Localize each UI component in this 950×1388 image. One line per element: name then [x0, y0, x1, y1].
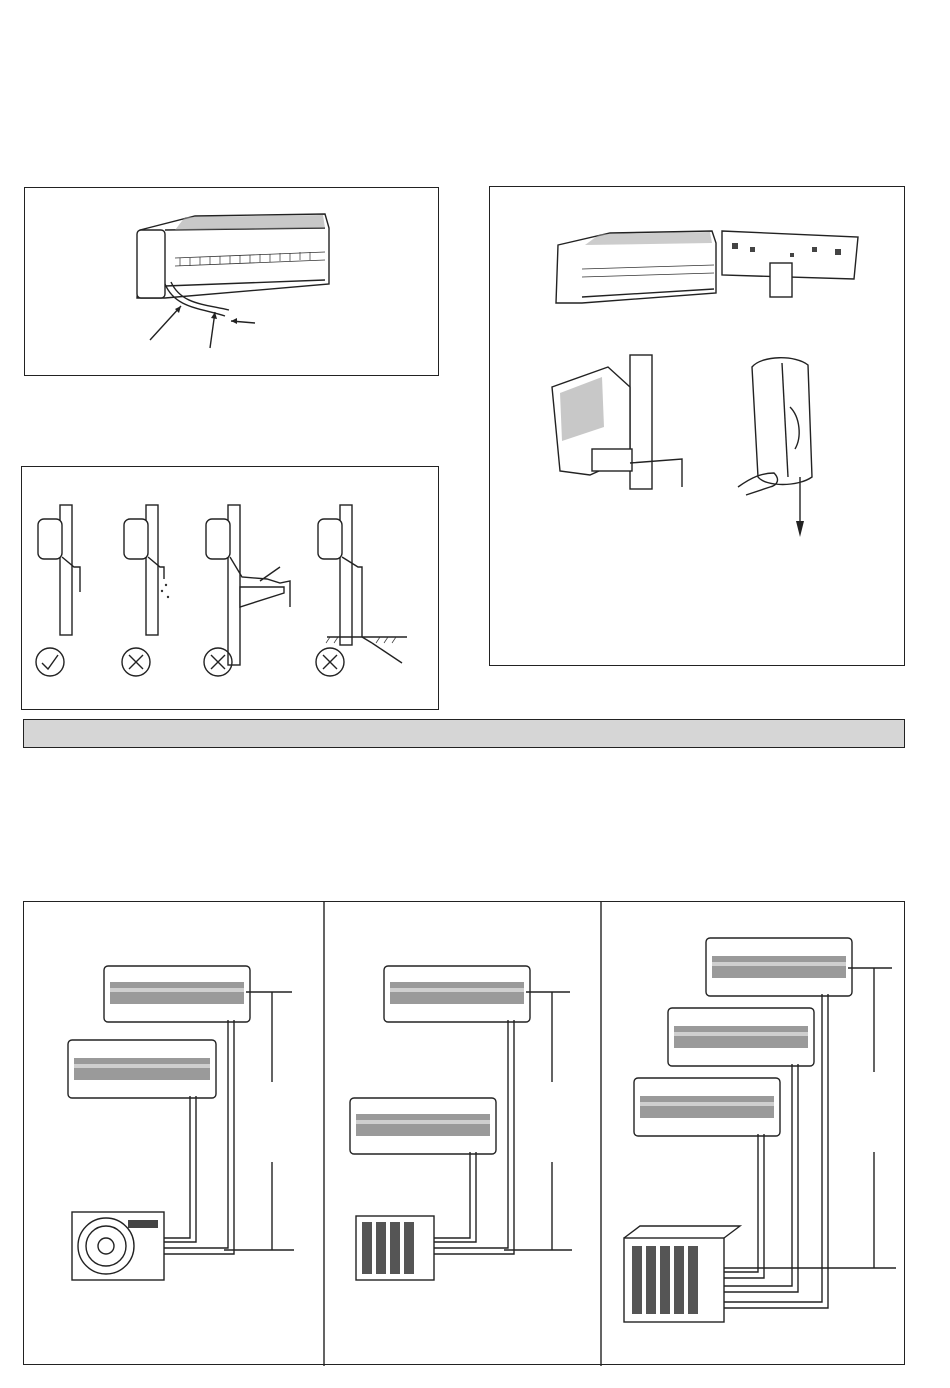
- mounting-steps-illustration: [490, 187, 906, 667]
- panel-1: [68, 966, 294, 1280]
- drain-hose-figure-box: [24, 187, 439, 376]
- mounting-steps-figure-box: [489, 186, 905, 666]
- drain-checks-figure-box: [21, 466, 439, 710]
- panel-3: [624, 938, 896, 1322]
- check-mark-circle: [36, 648, 64, 676]
- drain-checks-illustration: [22, 467, 440, 711]
- multi-split-illustration: [24, 902, 906, 1366]
- panel-2: [350, 966, 572, 1280]
- indoor-unit-drain-illustration: [25, 188, 440, 377]
- multi-split-figure-box: [23, 901, 905, 1365]
- section-heading-band: [23, 719, 905, 748]
